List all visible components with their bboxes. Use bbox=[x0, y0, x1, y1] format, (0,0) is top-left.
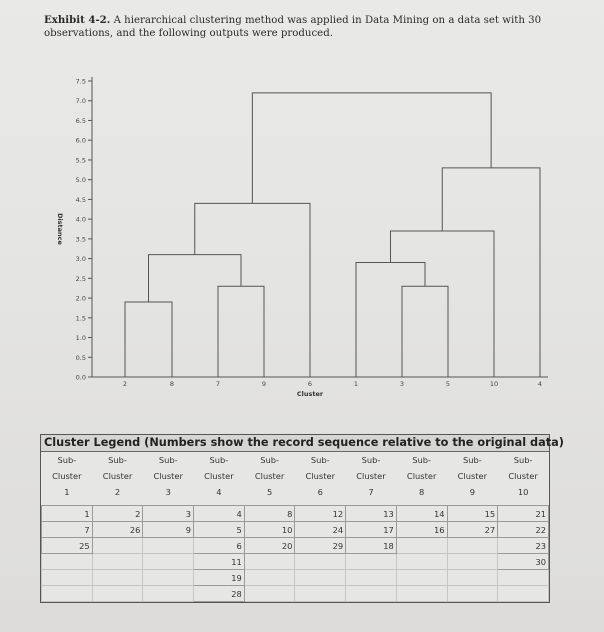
dendrogram-link bbox=[252, 93, 491, 204]
legend-cell: 22 bbox=[498, 522, 549, 538]
y-axis-title: Distance bbox=[56, 213, 64, 245]
legend-cell: 19 bbox=[194, 570, 245, 586]
y-tick-label: 2.5 bbox=[75, 274, 86, 283]
legend-header-line: Sub- bbox=[260, 455, 279, 465]
legend-header-cell bbox=[295, 452, 346, 500]
legend-cell bbox=[244, 586, 295, 602]
y-tick-label: 0.0 bbox=[75, 373, 86, 382]
dendrogram-link bbox=[391, 231, 495, 377]
legend-cell: 11 bbox=[194, 554, 245, 570]
legend-cell bbox=[396, 586, 447, 602]
legend-header-line: Cluster bbox=[153, 471, 183, 481]
legend-header-line: Cluster bbox=[52, 471, 82, 481]
leaf-label: 10 bbox=[489, 380, 499, 388]
legend-cell: 14 bbox=[396, 506, 447, 522]
legend-cell bbox=[295, 570, 346, 586]
legend-header-line: Cluster bbox=[356, 471, 386, 481]
legend-header-line: Sub- bbox=[462, 455, 482, 465]
legend-cell: 1 bbox=[42, 506, 93, 522]
leaf-label: 7 bbox=[215, 380, 221, 388]
legend-header-line: 3 bbox=[165, 487, 171, 497]
legend-cell: 4 bbox=[194, 506, 245, 522]
y-tick-label: 3.0 bbox=[75, 255, 86, 264]
legend-header-cell bbox=[92, 452, 143, 500]
legend-cell: 25 bbox=[42, 538, 93, 554]
x-axis-title: Cluster bbox=[296, 390, 324, 398]
legend-cell bbox=[346, 586, 397, 602]
legend-cell bbox=[42, 586, 93, 602]
legend-cell bbox=[498, 570, 549, 586]
legend-header-line: Sub- bbox=[158, 455, 178, 465]
legend-cell bbox=[346, 554, 397, 570]
legend-cell bbox=[92, 538, 143, 554]
legend-header-cell bbox=[42, 452, 93, 500]
y-tick-label: 1.5 bbox=[75, 314, 86, 323]
dendrogram-link bbox=[442, 168, 540, 377]
legend-header-line: Sub- bbox=[513, 455, 533, 465]
legend-cell: 16 bbox=[396, 522, 447, 538]
legend-header-line: Sub- bbox=[108, 455, 127, 465]
legend-cell bbox=[92, 570, 143, 586]
y-tick-label: 5.5 bbox=[75, 156, 86, 165]
legend-cell bbox=[346, 570, 397, 586]
legend-header-line: 5 bbox=[266, 487, 273, 497]
dendrogram-link bbox=[195, 203, 310, 377]
legend-cell: 17 bbox=[346, 522, 397, 538]
y-tick-label: 7.5 bbox=[75, 77, 86, 86]
y-tick-label: 6.5 bbox=[75, 116, 86, 125]
legend-header-line: Sub- bbox=[310, 455, 330, 465]
legend-cell: 8 bbox=[244, 506, 295, 522]
y-tick-label: 0.5 bbox=[75, 353, 86, 362]
legend-cell bbox=[244, 554, 295, 570]
legend-header-line: Cluster bbox=[406, 471, 437, 481]
legend-cell: 23 bbox=[498, 538, 549, 554]
legend-header-line: 2 bbox=[114, 487, 121, 497]
legend-row bbox=[42, 506, 549, 522]
legend-row bbox=[42, 554, 549, 570]
legend-cell bbox=[143, 570, 194, 586]
legend-header-line: Cluster bbox=[204, 471, 234, 481]
legend-header-line: Cluster bbox=[305, 471, 335, 481]
legend-cell bbox=[447, 554, 498, 570]
legend-table bbox=[41, 452, 549, 602]
leaf-label: 1 bbox=[353, 380, 359, 388]
y-tick-label: 7.0 bbox=[75, 97, 86, 106]
cluster-legend bbox=[40, 434, 564, 603]
legend-header-line: Cluster bbox=[457, 471, 488, 481]
legend-header-line: 10 bbox=[517, 487, 529, 497]
leaf-label: 3 bbox=[399, 380, 405, 388]
legend-cell bbox=[295, 554, 346, 570]
legend-header-line: 1 bbox=[64, 487, 70, 497]
leaf-label: 6 bbox=[307, 380, 313, 388]
legend-header-cell bbox=[194, 452, 245, 500]
legend-header-line: 7 bbox=[368, 487, 374, 497]
y-tick-label: 2.0 bbox=[75, 294, 86, 303]
legend-header-line: Sub- bbox=[412, 455, 432, 465]
leaf-label: 2 bbox=[122, 380, 128, 388]
legend-cell bbox=[92, 586, 143, 602]
legend-header-row bbox=[42, 452, 549, 500]
legend-header-line: 6 bbox=[317, 487, 323, 497]
legend-row bbox=[42, 538, 549, 554]
legend-header-cell bbox=[346, 452, 397, 500]
legend-cell bbox=[42, 570, 93, 586]
y-tick-label: 5.0 bbox=[75, 176, 86, 185]
legend-row bbox=[42, 522, 549, 538]
legend-cell: 28 bbox=[194, 586, 245, 602]
legend-cell bbox=[143, 586, 194, 602]
legend-cell: 2 bbox=[92, 506, 143, 522]
leaf-label: 4 bbox=[537, 380, 543, 388]
legend-cell: 27 bbox=[447, 522, 498, 538]
legend-cell bbox=[244, 570, 295, 586]
legend-cell: 21 bbox=[498, 506, 549, 522]
legend-cell: 10 bbox=[244, 522, 295, 538]
legend-cell bbox=[447, 586, 498, 602]
legend-header-cell bbox=[498, 452, 549, 500]
legend-header-line: 9 bbox=[469, 487, 475, 497]
legend-body bbox=[42, 500, 549, 602]
legend-header-line: Cluster bbox=[254, 471, 285, 481]
legend-header-line: 4 bbox=[216, 487, 222, 497]
legend-header-line: 8 bbox=[419, 487, 425, 497]
legend-row bbox=[42, 570, 549, 586]
dendrogram-link bbox=[356, 263, 425, 377]
legend-cell: 3 bbox=[143, 506, 194, 522]
legend-cell bbox=[447, 538, 498, 554]
legend-header-line: Sub- bbox=[209, 455, 229, 465]
legend-cell: 7 bbox=[42, 522, 93, 538]
legend-header-cell bbox=[143, 452, 194, 500]
legend-cell bbox=[143, 554, 194, 570]
legend-cell bbox=[498, 586, 549, 602]
legend-header-cell bbox=[396, 452, 447, 500]
legend-cell: 12 bbox=[295, 506, 346, 522]
y-tick-label: 4.0 bbox=[75, 215, 86, 224]
exhibit-text: A hierarchical clustering method was applied in Data Mining on a data set with 30 observations, and the following outputs were produced. bbox=[44, 15, 542, 39]
legend-header-line: Cluster bbox=[102, 471, 133, 481]
dendrogram-link bbox=[125, 302, 172, 377]
legend-row bbox=[42, 586, 549, 602]
legend-header-cell bbox=[244, 452, 295, 500]
legend-header-line: Sub- bbox=[361, 455, 381, 465]
dendrogram-link bbox=[402, 286, 448, 377]
legend-header-line: Sub- bbox=[57, 455, 77, 465]
dendrogram-link bbox=[149, 255, 242, 302]
leaf-label: 9 bbox=[261, 380, 267, 388]
legend-cell: 18 bbox=[346, 538, 397, 554]
legend-header-cell bbox=[447, 452, 498, 500]
legend-cell: 5 bbox=[194, 522, 245, 538]
legend-cell bbox=[396, 570, 447, 586]
exhibit-number: Exhibit 4-2. bbox=[44, 14, 111, 26]
legend-cell: 6 bbox=[194, 538, 245, 554]
leaf-label: 8 bbox=[169, 380, 175, 388]
leaf-label: 5 bbox=[445, 380, 451, 388]
legend-cell bbox=[42, 554, 93, 570]
legend-cell bbox=[295, 586, 346, 602]
legend-cell: 9 bbox=[143, 522, 194, 538]
legend-cell: 30 bbox=[498, 554, 549, 570]
y-tick-label: 4.5 bbox=[75, 195, 86, 204]
legend-cell bbox=[396, 538, 447, 554]
y-tick-label: 1.0 bbox=[75, 334, 86, 343]
y-tick-label: 6.0 bbox=[75, 136, 86, 145]
legend-cell bbox=[396, 554, 447, 570]
legend-cell bbox=[447, 570, 498, 586]
legend-cell: 15 bbox=[447, 506, 498, 522]
y-tick-label: 3.5 bbox=[75, 235, 86, 244]
legend-title: Cluster Legend (Numbers show the record sequence relative to the original data) bbox=[41, 435, 549, 452]
legend-cell: 26 bbox=[92, 522, 143, 538]
legend-header-line: Cluster bbox=[508, 471, 538, 481]
legend-cell: 24 bbox=[295, 522, 346, 538]
legend-cell bbox=[143, 538, 194, 554]
dendrogram-link bbox=[218, 286, 264, 377]
legend-cell: 29 bbox=[295, 538, 346, 554]
legend-cell: 20 bbox=[244, 538, 295, 554]
legend-cell bbox=[92, 554, 143, 570]
legend-cell: 13 bbox=[346, 506, 397, 522]
